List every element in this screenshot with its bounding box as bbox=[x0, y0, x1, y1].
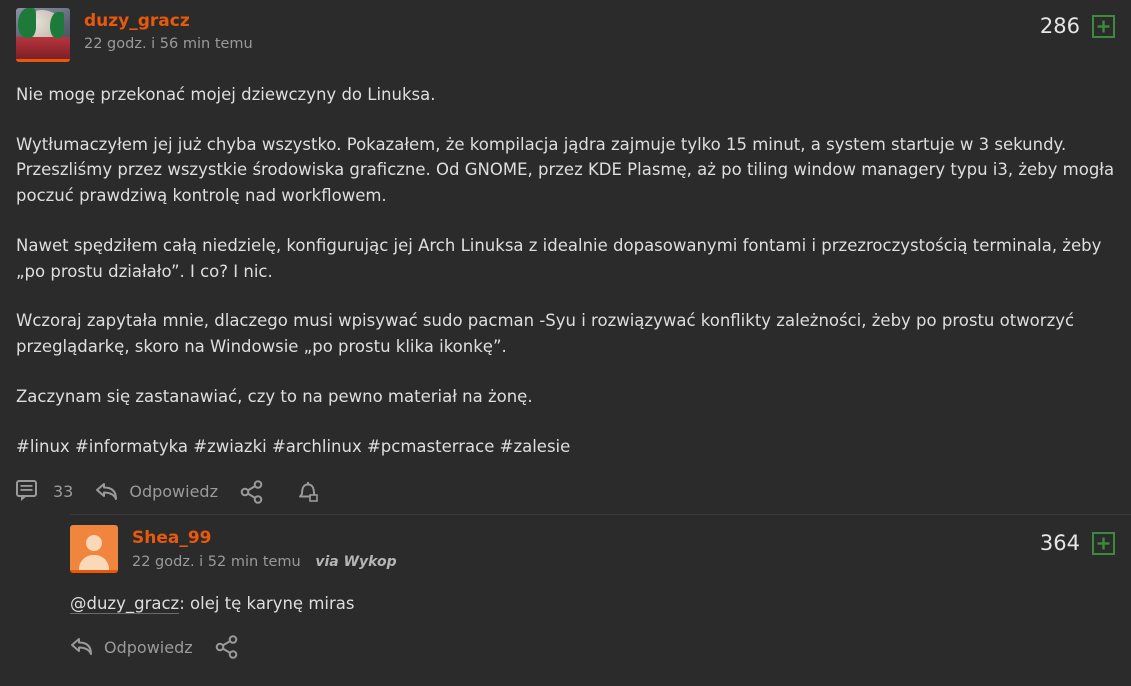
mention-link[interactable]: @duzy_gracz bbox=[70, 594, 180, 614]
share-icon bbox=[240, 480, 265, 504]
upvote-button[interactable] bbox=[1092, 15, 1115, 38]
comment-body bbox=[70, 591, 1115, 617]
avatar-placeholder-body bbox=[79, 555, 109, 573]
reply-icon bbox=[95, 481, 120, 503]
comment-container bbox=[70, 514, 1131, 665]
plus-icon bbox=[1097, 20, 1110, 33]
reply-button[interactable] bbox=[70, 636, 193, 658]
post-timestamp: 22 godz. i 56 min temu bbox=[84, 36, 253, 53]
plus-icon bbox=[1097, 537, 1110, 550]
post-paragraph: Nie mogę przekonać mojej dziewczyny do Linuksa. bbox=[16, 85, 436, 104]
post-paragraph: Wczoraj zapytała mnie, dlaczego musi wpisywać sudo pacman -Syu i rozwiązywać konflikty zależności, żeby po prostu otworzyć przeglądarkę, skoro na Windowsie „po prostu klika ikonkę”. bbox=[16, 311, 1075, 357]
comment-score: 364 bbox=[1039, 531, 1080, 556]
avatar-face bbox=[16, 37, 70, 59]
comment-author-block bbox=[132, 525, 397, 571]
post-paragraph: Wytłumaczyłem jej już chyba wszystko. Pokazałem, że kompilacja jądra zajmuje tylko 15 minut, a system startuje w 3 sekundy. Przeszliśmy przez wszystkie środowiska graficzne. Od GNOME, przez KDE Plasmę, aż po tiling window managery typu i3, żeby mogła poczuć prawdziwą kontrolę nad workflowem. bbox=[16, 134, 1115, 206]
reply-label: Odpowiedz bbox=[104, 637, 193, 657]
upvote-button[interactable] bbox=[1092, 532, 1115, 555]
share-icon bbox=[215, 635, 240, 659]
post-body bbox=[16, 82, 1115, 459]
reply-label: Odpowiedz bbox=[129, 482, 218, 502]
post-score-box bbox=[1040, 14, 1115, 38]
post-author-block bbox=[84, 8, 253, 54]
comment-icon bbox=[16, 479, 44, 504]
bell-mute-icon bbox=[296, 479, 321, 504]
comment-text: : olej tę karynę miras bbox=[179, 594, 355, 614]
tag-link[interactable]: #informatyka bbox=[74, 436, 188, 456]
reply-icon bbox=[70, 636, 95, 658]
tag-link[interactable]: #archlinux bbox=[271, 436, 362, 456]
avatar[interactable] bbox=[70, 525, 118, 573]
share-button[interactable] bbox=[215, 635, 249, 659]
post-actions bbox=[16, 479, 1115, 510]
post-author-link[interactable]: duzy_gracz bbox=[84, 11, 190, 31]
post-paragraph: Zaczynam się zastanawiać, czy to na pewno materiał na żonę. bbox=[16, 386, 533, 406]
avatar-placeholder-icon bbox=[86, 535, 102, 551]
comment-header bbox=[70, 525, 1115, 577]
comment-score-box bbox=[1040, 531, 1115, 555]
post-tags bbox=[16, 434, 1115, 460]
tag-link[interactable]: #pcmasterrace bbox=[366, 436, 495, 456]
tag-link[interactable]: #linux bbox=[16, 436, 70, 456]
mute-button[interactable] bbox=[296, 479, 330, 504]
reply-button[interactable] bbox=[95, 481, 218, 503]
comment-meta bbox=[132, 554, 397, 571]
tag-link[interactable]: #zwiazki bbox=[193, 436, 267, 456]
post-score: 286 bbox=[1039, 14, 1080, 38]
comment-author-link[interactable]: Shea_99 bbox=[132, 528, 212, 549]
post-paragraph: Nawet spędziłem całą niedzielę, konfigurując jej Arch Linuksa z idealnie dopasowanymi fontami i przezroczystością terminala, żeby „po prostu działało”. I co? I nic. bbox=[16, 235, 1102, 281]
comment-source: via Wykop bbox=[315, 553, 397, 570]
comment-actions bbox=[70, 635, 1115, 665]
share-button[interactable] bbox=[240, 480, 274, 504]
comment-timestamp: 22 godz. i 52 min temu bbox=[132, 553, 301, 570]
post-header bbox=[16, 8, 1115, 64]
comments-count: 33 bbox=[53, 482, 74, 502]
avatar[interactable] bbox=[16, 8, 70, 62]
comment-text-line bbox=[70, 591, 1115, 617]
comments-button[interactable] bbox=[16, 479, 73, 504]
tag-link[interactable]: #zalesie bbox=[499, 436, 571, 456]
